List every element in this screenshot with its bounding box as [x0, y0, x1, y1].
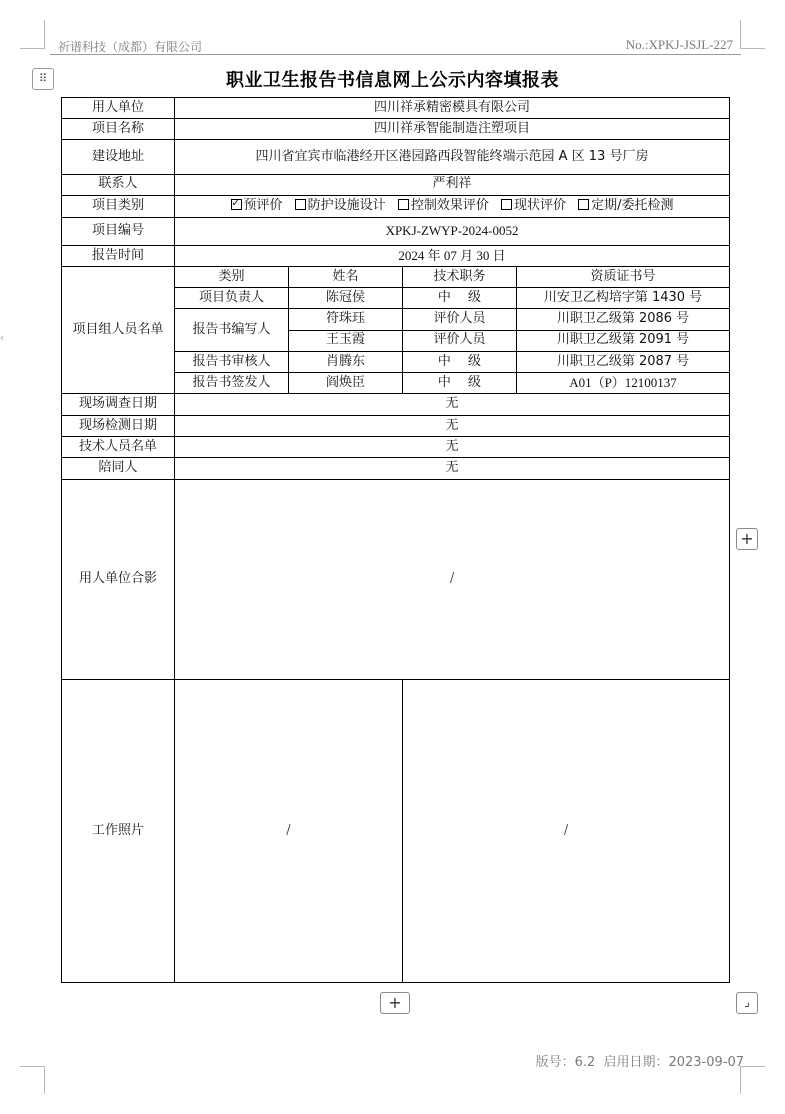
- team-role: 报告书签发人: [175, 372, 289, 393]
- team-name[interactable]: 王玉霞: [289, 330, 403, 351]
- report-form-table: [61, 97, 730, 983]
- team-cert[interactable]: 川职卫乙级第 2091 号: [517, 330, 730, 351]
- checkbox-empty-icon: [295, 199, 306, 210]
- team-header-name: 姓名: [289, 267, 403, 288]
- project-type-label: 项目类别: [62, 195, 175, 217]
- add-column-button[interactable]: +: [736, 528, 758, 550]
- row-group-photo: [62, 479, 730, 679]
- work-photo-left[interactable]: /: [175, 679, 403, 982]
- contact-value[interactable]: 严利祥: [175, 174, 730, 195]
- team-cert[interactable]: A01（P）12100137: [517, 372, 730, 393]
- row-project-type: [62, 195, 730, 217]
- checkbox-empty-icon: [501, 199, 512, 210]
- team-role: 项目负责人: [175, 288, 289, 309]
- project-name-label: 项目名称: [62, 119, 175, 140]
- crop-mark: [20, 48, 45, 49]
- checkbox-protection-design[interactable]: [295, 199, 386, 213]
- team-cert[interactable]: 川职卫乙级第 2086 号: [517, 309, 730, 330]
- checkbox-checked-icon: ✓: [231, 198, 240, 210]
- crop-mark: [740, 20, 741, 48]
- address-value[interactable]: 四川省宜宾市临港经开区港园路西段智能终端示范园 A 区 13 号厂房: [175, 140, 730, 174]
- crop-mark: [740, 1066, 741, 1094]
- group-photo-value[interactable]: /: [175, 479, 730, 679]
- team-header-category: 类别: [175, 267, 289, 288]
- team-title[interactable]: 中 级: [403, 288, 517, 309]
- group-photo-label: 用人单位合影: [62, 479, 175, 679]
- header-company: 祈谱科技（成都）有限公司: [58, 40, 203, 54]
- footer-effective-date: 启用日期：2023-09-07: [603, 1055, 744, 1070]
- checkbox-empty-icon: [398, 199, 409, 210]
- team-header-title: 技术职务: [403, 267, 517, 288]
- checkbox-label: 现状评价: [513, 198, 566, 214]
- team-cert[interactable]: 川职卫乙级第 2087 号: [517, 351, 730, 372]
- project-name-value[interactable]: 四川祥承智能制造注塑项目: [175, 119, 730, 140]
- project-no-label: 项目编号: [62, 217, 175, 245]
- contact-label: 联系人: [62, 174, 175, 195]
- add-row-button[interactable]: +: [380, 992, 410, 1014]
- project-type-options: [175, 195, 730, 217]
- row-address: [62, 140, 730, 174]
- row-detect-date: [62, 416, 730, 437]
- row-project-name: [62, 119, 730, 140]
- address-label: 建设地址: [62, 140, 175, 174]
- document-title: 职业卫生报告书信息网上公示内容填报表: [226, 70, 559, 91]
- checkbox-pre-evaluation[interactable]: [231, 199, 283, 213]
- checkbox-label: 预评价: [243, 198, 283, 214]
- row-report-time: [62, 245, 730, 266]
- report-time-value[interactable]: 2024 年 07 月 30 日: [175, 245, 730, 266]
- work-photo-label: 工作照片: [62, 679, 175, 982]
- team-role: 报告书编写人: [175, 309, 289, 351]
- crop-mark: [44, 1066, 45, 1094]
- detect-date-value[interactable]: 无: [175, 416, 730, 437]
- row-survey-date: [62, 393, 730, 415]
- report-time-label: 报告时间: [62, 245, 175, 266]
- checkbox-label: 控制效果评价: [410, 198, 489, 214]
- team-title[interactable]: 中 级: [403, 372, 517, 393]
- tech-staff-value[interactable]: 无: [175, 437, 730, 458]
- work-photo-right[interactable]: /: [403, 679, 730, 982]
- team-name[interactable]: 陈冠侯: [289, 288, 403, 309]
- checkbox-label: 定期/委托检测: [591, 198, 674, 214]
- team-title[interactable]: 评价人员: [403, 330, 517, 351]
- project-no-value[interactable]: XPKJ-ZWYP-2024-0052: [175, 217, 730, 245]
- table-resize-icon[interactable]: ⌟: [736, 992, 758, 1014]
- footer-version: 版号：6.2: [535, 1055, 596, 1070]
- detect-date-label: 现场检测日期: [62, 416, 175, 437]
- row-project-no: [62, 217, 730, 245]
- team-title[interactable]: 中 级: [403, 351, 517, 372]
- team-title[interactable]: 评价人员: [403, 309, 517, 330]
- header-divider: [50, 54, 741, 55]
- row-employer: [62, 98, 730, 119]
- header-doc-number: No.:XPKJ-JSJL-227: [625, 37, 733, 52]
- team-name[interactable]: 阎焕臣: [289, 372, 403, 393]
- tech-staff-label: 技术人员名单: [62, 437, 175, 458]
- row-accompany: [62, 458, 730, 479]
- checkbox-control-effect[interactable]: [398, 199, 489, 213]
- team-label: 项目组人员名单: [62, 267, 175, 394]
- employer-label: 用人单位: [62, 98, 175, 119]
- survey-date-value[interactable]: 无: [175, 393, 730, 415]
- row-contact: [62, 174, 730, 195]
- checkbox-status-evaluation[interactable]: [501, 199, 566, 213]
- row-work-photo: [62, 679, 730, 982]
- crop-mark: [44, 20, 45, 48]
- team-role: 报告书审核人: [175, 351, 289, 372]
- employer-value[interactable]: 四川祥承精密模具有限公司: [175, 98, 730, 119]
- team-name[interactable]: 符珠珏: [289, 309, 403, 330]
- table-move-handle-icon[interactable]: ⠿: [32, 68, 54, 90]
- team-header-cert: 资质证书号: [517, 267, 730, 288]
- team-header-row: [62, 267, 730, 288]
- team-cert[interactable]: 川安卫乙构培字第 1430 号: [517, 288, 730, 309]
- accompany-value[interactable]: 无: [175, 458, 730, 479]
- checkbox-periodic-detection[interactable]: [578, 199, 673, 213]
- checkbox-empty-icon: [578, 199, 589, 210]
- footer-info: [532, 1051, 744, 1070]
- row-tech-staff: [62, 437, 730, 458]
- team-name[interactable]: 肖腾东: [289, 351, 403, 372]
- chevron-left-icon[interactable]: ‹: [0, 333, 4, 344]
- checkbox-label: 防护设施设计: [307, 198, 386, 214]
- crop-mark: [740, 48, 765, 49]
- survey-date-label: 现场调查日期: [62, 393, 175, 415]
- crop-mark: [20, 1066, 45, 1067]
- accompany-label: 陪同人: [62, 458, 175, 479]
